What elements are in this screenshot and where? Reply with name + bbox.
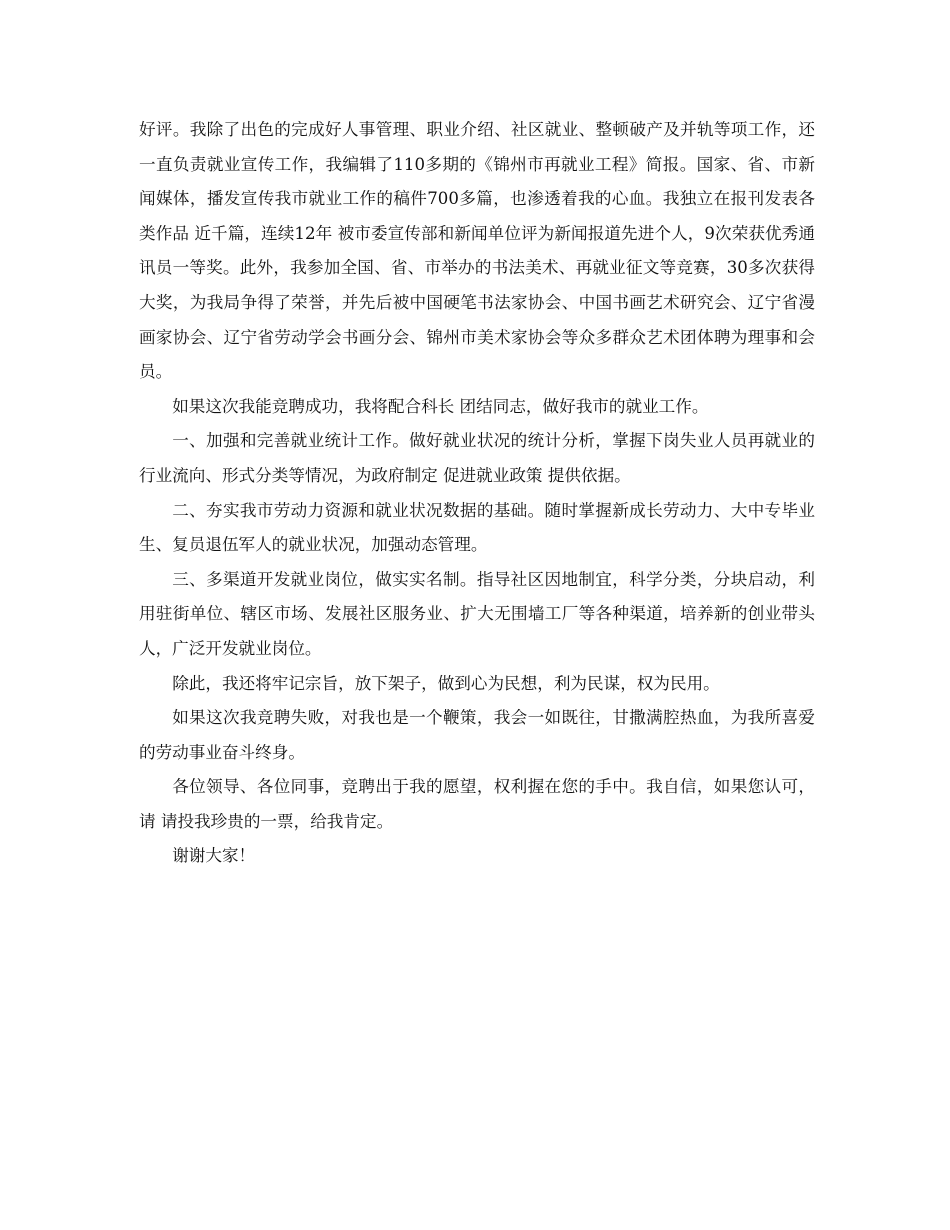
paragraph-1: 好评。我除了出色的完成好人事管理、职业介绍、社区就业、整顿破产及并轨等项工作，还一直负责就业宣传工作，我编辑了110多期的《锦州市再就业工程》简报。国家、省、市新闻媒体，播发宣传我市就业工作的稿件700多篇，也渗透着我的心血。我独立在报刊发表各类作品 近千篇，连续12年 被市委宣传部和新闻单位评为新闻报道先进个人，9次荣获优秀通讯员一等奖。此外，我参加全国、省、市举办的书法美术、再就业征文等竞赛，30多次获得大奖，为我局争得了荣誉，并先后被中国硬笔书法家协会、中国书画艺术研究会、辽宁省漫画家协会、辽宁省劳动学会书画分会、锦州市美术家协会等众多群众艺术团体聘为理事和会员。 [139, 120, 815, 382]
paragraph-8: 各位领导、各位同事，竞聘出于我的愿望，权利握在您的手中。我自信，如果您认可，请 请投我珍贵的一票，给我肯定。 [139, 777, 815, 831]
paragraph-4: 二、夯实我市劳动力资源和就业状况数据的基础。随时掌握新成长劳动力、大中专毕业生、复员退伍军人的就业状况，加强动态管理。 [139, 500, 815, 555]
document-body [139, 113, 815, 874]
paragraph-3: 一、加强和完善就业统计工作。做好就业状况的统计分析，掌握下岗失业人员再就业的 行业流向、形式分类等情况，为政府制定 促进就业政策 提供依据。 [139, 431, 815, 485]
paragraph-5: 三、多渠道开发就业岗位，做实实名制。指导社区因地制宜，科学分类，分块启动，利用驻街单位、辖区市场、发展社区服务业、扩大无围墙工厂等各种渠道，培养新的创业带头人，广泛开发就业岗位。 [139, 569, 815, 658]
paragraph-2: 如果这次我能竞聘成功，我将配合科长 团结同志，做好我市的就业工作。 [172, 396, 709, 416]
paragraph-9: 谢谢大家！ [172, 846, 256, 866]
paragraph-7: 如果这次我竞聘失败，对我也是一个鞭策，我会一如既往，甘撒满腔热血，为我所喜爱的劳动事业奋斗终身。 [139, 708, 815, 762]
paragraph-6: 除此，我还将牢记宗旨，放下架子，做到心为民想，利为民谋，权为民用。 [172, 673, 720, 693]
